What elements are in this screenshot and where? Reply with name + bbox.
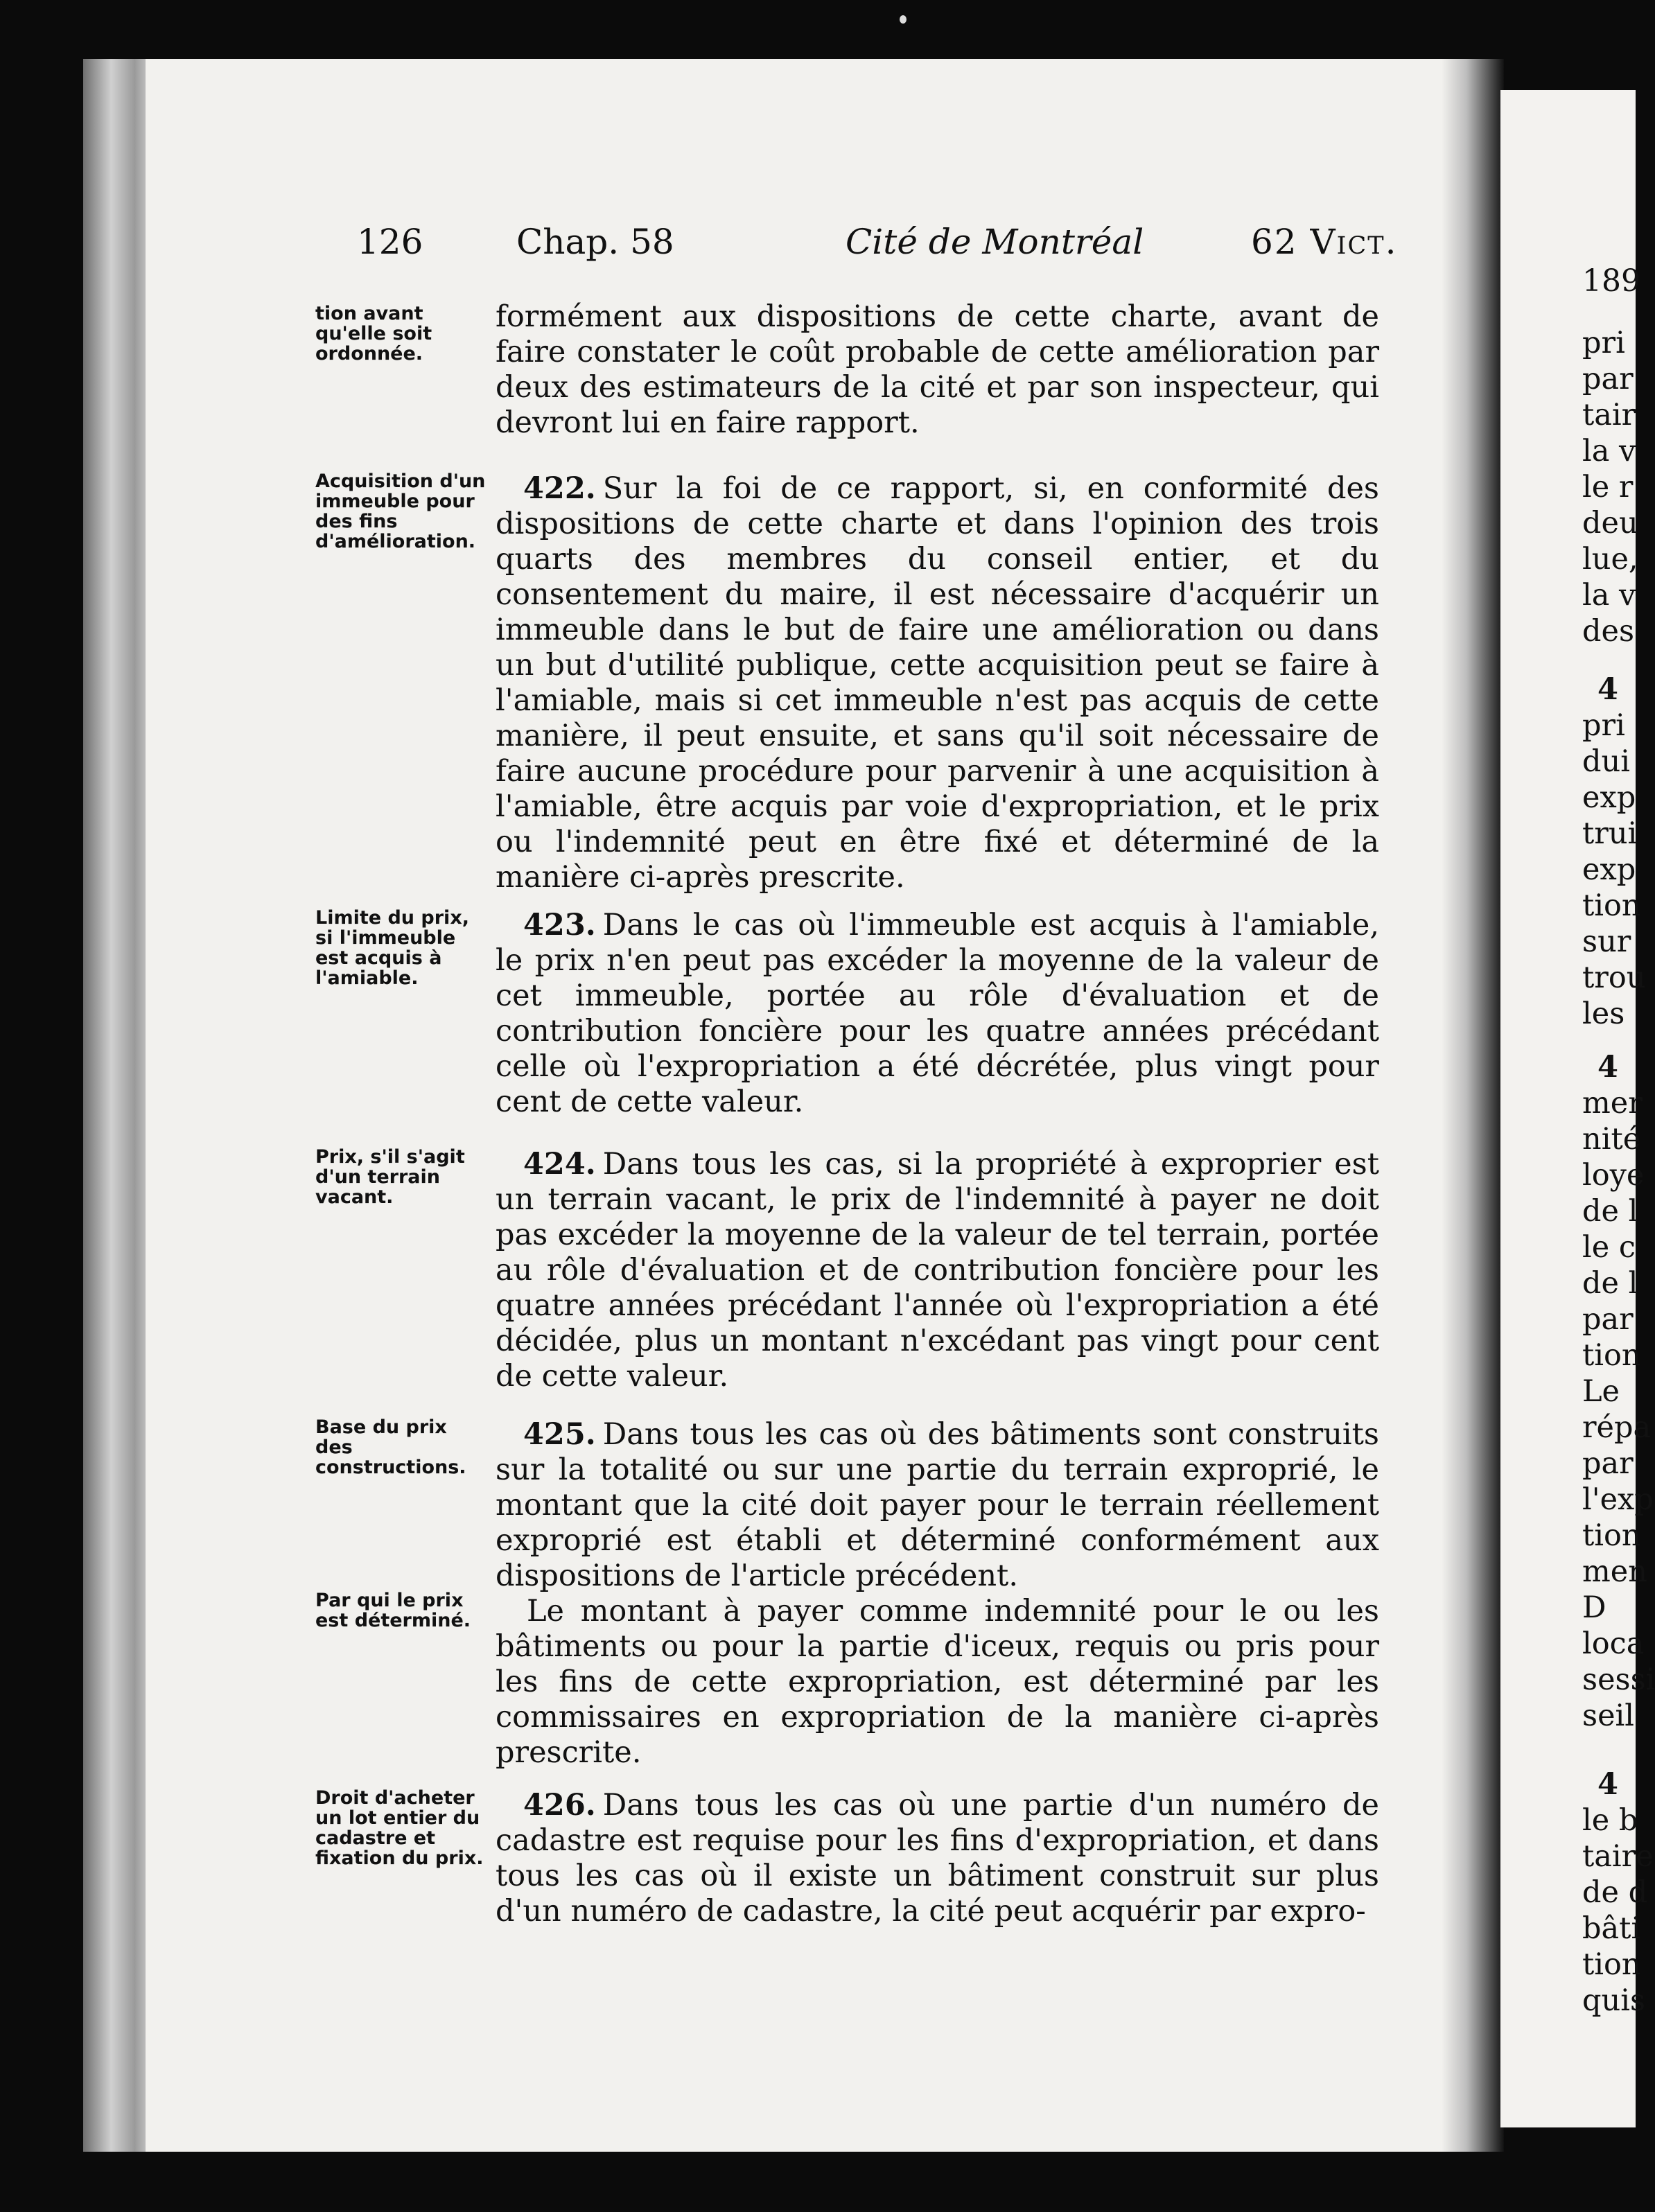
regnal-year: 62 Vict. [1251,222,1398,262]
facing-page-line: 4 [1597,1767,1618,1802]
facing-page-line: le b [1582,1803,1638,1838]
article-423 [496,908,1379,1120]
facing-page-line: sessi [1582,1662,1655,1697]
facing-page-line: exp [1582,780,1636,815]
page-number: 126 [357,222,423,262]
article-text: Sur la foi de ce rapport, si, en conformité des dispositions de cette charte et dans l'opinion des trois quarts des membres du conseil entier, et du consentement du maire, il est nécessaire d'acquérir un immeuble dans le but de faire une amélioration ou dans un but d'utilité publique, cette acquisition peut se faire à l'amiable, mais si cet immeuble n'est pas acquis de cette manière, il peut ensuite, et sans qu'il soit nécessaire de faire aucune procédure pour parvenir à une acquisition à l'amiable, être acquis par voie d'expropriation, et le prix ou l'indemnité peut en être fixé et déterminé de la manière ci-après prescrite. [496,471,1379,895]
facing-page-line: tion [1582,1518,1641,1553]
facing-page-line: par [1582,1446,1634,1481]
continuation-paragraph [496,299,1379,441]
article-text: Dans tous les cas où une partie d'un numéro de cadastre est requise pour les fins d'expropriation, et dans tous les cas où il existe un bâtiment construit sur plus d'un numéro de cadastre, la cité peut acquérir par expro- [496,1788,1379,1929]
facing-page-line: tair [1582,398,1636,432]
sidenote-423: Limite du prix, si l'immeuble est acquis à l'amiable. [315,907,469,989]
facing-page-line: le c [1582,1230,1636,1265]
facing-page-line: nité [1582,1122,1641,1157]
facing-page-line: trui [1582,816,1638,851]
facing-page-line: le r [1582,470,1634,504]
continuation-text: formément aux dispositions de cette charte, avant de faire constater le coût probable de cette amélioration par deux des estimateurs de la cité et par son inspecteur, qui devront lui en faire rapport. [496,299,1379,440]
article-number: 425. [523,1417,596,1452]
facing-page-line: tion [1582,888,1641,923]
running-title: Cité de Montréal [846,222,1144,262]
facing-page-line: 4 [1597,672,1618,707]
facing-page-line: la v [1582,578,1636,613]
facing-page-line: sur [1582,924,1631,959]
article-text: Dans tous les cas, si la propriété à exproprier est un terrain vacant, le prix de l'indemnité à payer ne doit pas excéder la moyenne de la valeur de tel terrain, portée au rôle d'évaluation et de contribution foncière pour les quatre années précédant l'année où l'expropriation a été décidée, plus un montant n'excédant pas vingt pour cent de cette valeur. [496,1147,1379,1394]
facing-page-line: men [1582,1554,1647,1589]
article-422 [496,471,1379,895]
article-426 [496,1788,1379,1929]
facing-page-line: de l [1582,1194,1638,1229]
facing-page-line: pri [1582,326,1625,360]
facing-page-line: exp [1582,852,1636,887]
facing-page-line: la v [1582,434,1636,468]
facing-page-line: Le [1582,1374,1620,1409]
facing-page-line: tion [1582,1338,1641,1373]
article-number: 424. [523,1147,596,1182]
facing-page-line: par [1582,1302,1634,1337]
facing-page [1500,90,1655,2127]
facing-page-line: l'exp [1582,1482,1654,1517]
facing-page-line: mer [1582,1086,1643,1121]
facing-page-year: 189 [1582,263,1640,299]
facing-page-line: des [1582,614,1635,649]
facing-page-line: répa [1582,1410,1652,1445]
facing-page-line: taire [1582,1839,1654,1874]
chapter-label: Chap. 58 [516,222,674,262]
facing-page-line: tion [1582,1947,1641,1982]
facing-page-line: lue, [1582,542,1638,577]
facing-page-line: dui [1582,744,1630,779]
facing-page-line: pri [1582,708,1625,743]
sidenote-422: Acquisition d'un immeuble pour des fins d'amélioration. [315,471,486,552]
article-424 [496,1147,1379,1394]
facing-page-line: 4 [1597,1050,1618,1085]
article-text: Dans le cas où l'immeuble est acquis à l'amiable, le prix n'en peut pas excéder la moyenne de la valeur de cet immeuble, portée au rôle d'évaluation et de contribution foncière pour les quatre années précédant celle où l'expropriation a été décrétée, plus vingt pour cent de cette valeur. [496,908,1379,1119]
facing-page-line: par [1582,362,1634,396]
article-text: Dans tous les cas où des bâtiments sont construits sur la totalité ou sur une partie du terrain exproprié, le montant que la cité doit payer pour le terrain réellement exproprié est établi et déterminé conformément aux dispositions de l'article précédent. [496,1417,1379,1593]
facing-page-line: deu [1582,506,1638,541]
sidenote-424: Prix, s'il s'agit d'un terrain vacant. [315,1146,465,1208]
sidenote-continuation: tion avant qu'elle soit ordonnée. [315,303,432,365]
article-number: 426. [523,1788,596,1823]
facing-page-line: de d [1582,1875,1648,1910]
sidenote-425: Base du prix des constructions. [315,1416,466,1478]
facing-page-line: seil [1582,1698,1635,1733]
facing-page-line: D [1582,1590,1606,1625]
sidenote-425-b: Par qui le prix est déterminé. [315,1590,471,1631]
facing-page-line: loca [1582,1626,1645,1661]
article-number: 422. [523,471,596,506]
facing-page-line: bâti [1582,1911,1641,1946]
facing-page-line: quis [1582,1983,1646,2018]
facing-page-line: trou [1582,960,1646,995]
sidenote-426: Droit d'acheter un lot entier du cadastre et fixation du prix. [315,1787,484,1869]
article-number: 423. [523,908,596,942]
scan-speck [900,15,907,24]
book-gutter [1442,59,1504,2152]
article-425 [496,1417,1379,1771]
facing-page-line: de l [1582,1266,1638,1301]
article-text: Le montant à payer comme indemnité pour le ou les bâtiments ou pour la partie d'iceux, requis ou pris pour les fins de cette expropriation, est déterminé par les commissaires en expropriation de la manière ci-après prescrite. [496,1594,1379,1770]
facing-page-line: loye [1582,1158,1645,1193]
facing-page-line: les [1582,997,1625,1031]
